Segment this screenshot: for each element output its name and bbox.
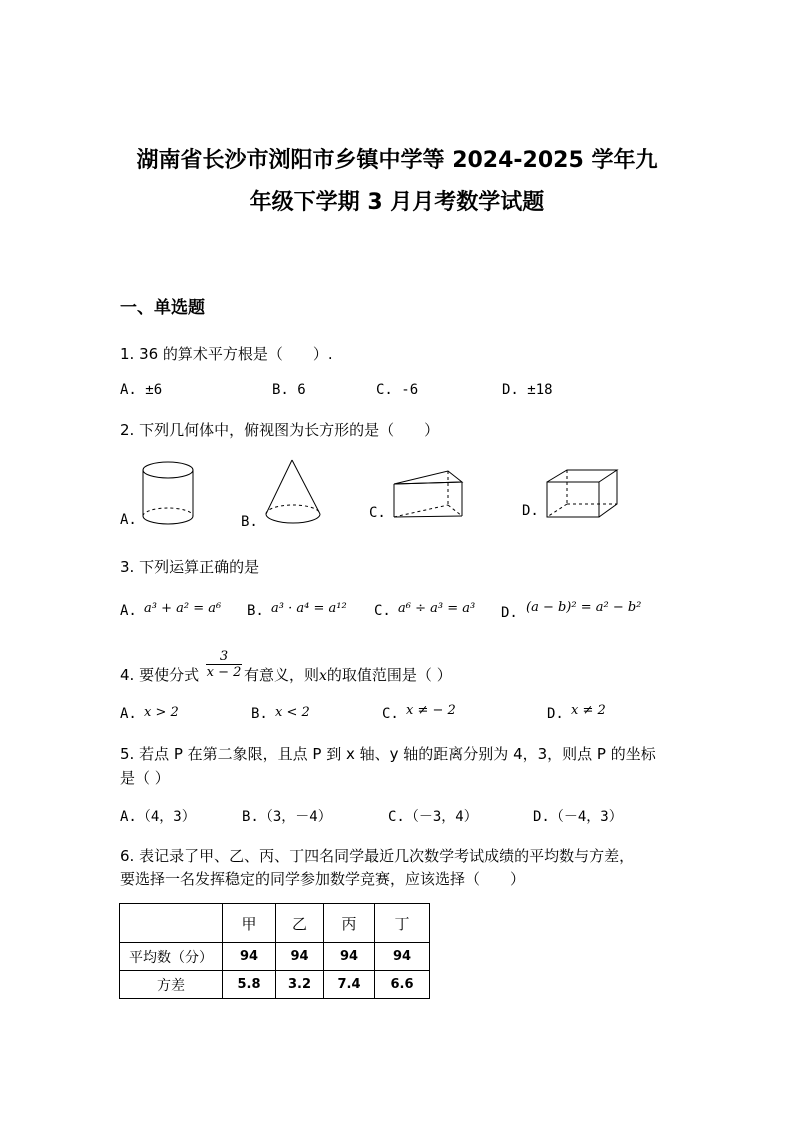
- table-header-cell: 乙: [276, 904, 324, 943]
- q5-option-d: D.（－4，3）: [533, 809, 623, 825]
- table-cell: 94: [324, 943, 375, 971]
- q4-fraction: [206, 650, 242, 680]
- q1-option-a: A. ±6: [120, 382, 163, 398]
- q4-fraction-numerator: 3: [219, 649, 229, 664]
- triangular-prism-icon: [392, 466, 466, 520]
- q2-option-a-label: A.: [120, 512, 137, 528]
- question-6-line-2: 要选择一名发挥稳定的同学参加数学竞赛，应该选择（ ）: [120, 870, 526, 888]
- table-cell: 5.8: [223, 971, 276, 999]
- section-heading: 一、单选题: [120, 298, 205, 318]
- table-header-cell: 丁: [375, 904, 430, 943]
- title-line-2: 年级下学期 3 月月考数学试题: [249, 190, 545, 215]
- question-4-prefix: 4. 要使分式: [120, 666, 200, 684]
- cylinder-icon: [140, 460, 196, 528]
- q4-option-b-expr: x < 2: [275, 705, 310, 720]
- q4-suffix-text-1: 有意义，则: [244, 666, 320, 684]
- table-row-label: 平均数（分）: [120, 943, 223, 971]
- q3-option-c-label: C.: [374, 603, 391, 619]
- table-row: [120, 971, 430, 999]
- table-cell: 7.4: [324, 971, 375, 999]
- table-row-label: 方差: [120, 971, 223, 999]
- question-5-line-1: 5. 若点 P 在第二象限，且点 P 到 x 轴、y 轴的距离分别为 4，3，则点 P 的坐标: [120, 745, 656, 763]
- title-line-1: 湖南省长沙市浏阳市乡镇中学等 2024-2025 学年九: [136, 148, 658, 173]
- q4-variable: x: [319, 668, 327, 684]
- q4-fraction-denominator: x − 2: [206, 665, 242, 680]
- q1-option-b: B. 6: [272, 382, 306, 398]
- question-2-stem: 2. 下列几何体中，俯视图为长方形的是（ ）: [120, 421, 440, 439]
- q4-option-a-expr: x > 2: [144, 705, 179, 720]
- table-header-row: [120, 904, 430, 943]
- q3-option-b-label: B.: [247, 603, 264, 619]
- q3-option-d-label: D.: [501, 605, 518, 621]
- q4-option-c-expr: x ≠ − 2: [406, 703, 456, 718]
- question-3-stem: 3. 下列运算正确的是: [120, 558, 260, 576]
- table-cell: 94: [375, 943, 430, 971]
- q1-option-d: D. ±18: [502, 382, 553, 398]
- q1-option-c: C. -6: [376, 382, 419, 398]
- q5-option-b: B.（3，－4）: [242, 809, 332, 825]
- q4-option-a-label: A.: [120, 706, 137, 722]
- q4-option-b-label: B.: [251, 706, 268, 722]
- question-4-suffix: [244, 664, 452, 685]
- q2-option-d-label: D.: [522, 503, 539, 519]
- q4-option-c-label: C.: [382, 706, 399, 722]
- q3-option-c-expr: a⁶ ÷ a³ = a³: [398, 601, 476, 616]
- question-5-line-2: 是（ ）: [120, 769, 170, 787]
- q3-option-a-label: A.: [120, 603, 137, 619]
- table-row: [120, 943, 430, 971]
- question-1-stem: 1. 36 的算术平方根是（ ）.: [120, 345, 333, 363]
- table-cell: 6.6: [375, 971, 430, 999]
- table-header-cell: [120, 904, 223, 943]
- q3-option-b-expr: a³ · a⁴ = a¹²: [271, 601, 347, 616]
- table-cell: 3.2: [276, 971, 324, 999]
- q4-option-d-expr: x ≠ 2: [571, 703, 606, 718]
- q5-option-a: A.（4，3）: [120, 809, 196, 825]
- document-title: [90, 140, 704, 224]
- table-header-cell: 丙: [324, 904, 375, 943]
- table-header-cell: 甲: [223, 904, 276, 943]
- q2-option-c-label: C.: [369, 505, 386, 521]
- q4-suffix-text-2: 的取值范围是（ ）: [326, 666, 452, 684]
- q4-option-d-label: D.: [547, 706, 564, 722]
- q3-option-d-expr: (a − b)² = a² − b²: [526, 600, 642, 615]
- q2-option-b-label: B.: [241, 514, 258, 530]
- q3-option-a-expr: a³ + a² = a⁶: [144, 601, 222, 616]
- table-cell: 94: [223, 943, 276, 971]
- table-cell: 94: [276, 943, 324, 971]
- cone-icon: [262, 458, 326, 528]
- q5-option-c: C.（－3，4）: [388, 809, 478, 825]
- scores-table: [119, 903, 430, 999]
- cuboid-icon: [545, 468, 621, 520]
- question-6-line-1: 6. 表记录了甲、乙、丙、丁四名同学最近几次数学考试成绩的平均数与方差，: [120, 847, 635, 865]
